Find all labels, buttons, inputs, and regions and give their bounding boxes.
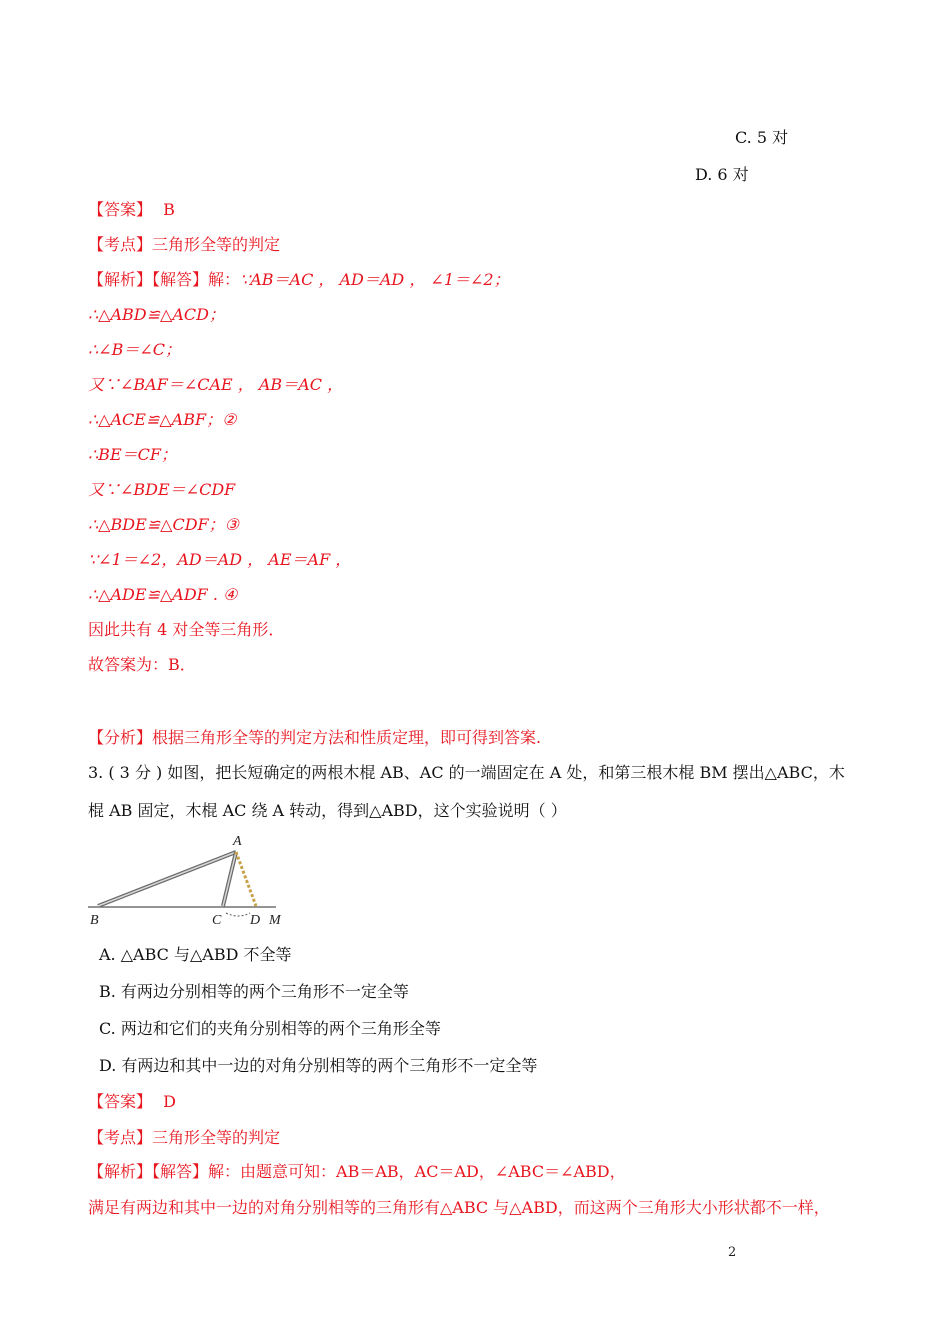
kaodian3-line	[88, 1127, 280, 1149]
answer-line	[88, 199, 175, 221]
answer3-value: D	[163, 1092, 176, 1111]
option-a: A. △ABC 与△ABD 不全等	[99, 945, 292, 964]
answer3-line	[88, 1091, 176, 1113]
step-4: ∴△ACE≌△ABF；②	[88, 410, 237, 429]
label-d: D	[250, 913, 261, 928]
option-b: B. 有两边分别相等的两个三角形不一定全等	[99, 982, 409, 1001]
fenxi-line	[88, 727, 541, 749]
step-9: ∴△ADE≌△ADF . ④	[88, 585, 238, 604]
kaodian3-tag: 【考点】	[88, 1128, 153, 1147]
jiexi3-last-line: 满足有两边和其中一边的对角分别相等的三角形有△ABC 与△ABD，而这两个三角形大小形状都不一样，	[88, 1198, 830, 1217]
option-d: D. 有两边和其中一边的对角分别相等的两个三角形不一定全等	[99, 1056, 538, 1075]
jiexi3-tag: 【解析】【解答】解：	[88, 1162, 241, 1181]
step-6: 又∵∠BDE＝∠CDF	[88, 480, 236, 499]
kaodian-tag: 【考点】	[88, 235, 153, 254]
answer-value: B	[163, 200, 175, 219]
stick-ad	[236, 852, 256, 906]
fenxi-tag: 【分析】	[88, 728, 153, 747]
step-5: ∴BE＝CF；	[88, 445, 177, 464]
label-c: C	[212, 913, 222, 928]
answer3-tag: 【答案】	[88, 1092, 153, 1111]
step-1: ∴△ABD≌△ACD；	[88, 305, 225, 324]
step-2: ∴∠B＝∠C；	[88, 340, 181, 359]
question3-line1: 3. ( 3 分 ) 如图，把长短确定的两根木棍 AB、AC 的一端固定在 A 处，和第三根木棍 BM 摆出△ABC，木	[88, 763, 845, 782]
jiexi-text: ∵AB＝AC ， AD＝AD ， ∠1＝∠2；	[240, 270, 510, 289]
option-d-prev: D. 6 对	[695, 165, 749, 184]
step-11: 故答案为：B．	[88, 655, 196, 674]
answer-tag: 【答案】	[88, 200, 153, 219]
kaodian-line	[88, 234, 280, 256]
jiexi3-text: 由题意可知：AB＝AB，AC＝AD，∠ABC＝∠ABD，	[240, 1162, 626, 1181]
question3-line2: 棍 AB 固定，木棍 AC 绕 A 转动，得到△ABD，这个实验说明（ ）	[88, 801, 567, 820]
label-b: B	[90, 913, 99, 928]
fenxi-text: 根据三角形全等的判定方法和性质定理，即可得到答案.	[152, 728, 542, 747]
jiexi3-line	[88, 1161, 626, 1183]
option-c: C. 两边和它们的夹角分别相等的两个三角形全等	[99, 1019, 441, 1038]
label-m: M	[269, 913, 281, 928]
option-c-prev: C. 5 对	[735, 128, 789, 147]
jiexi-tag: 【解析】【解答】解：	[88, 270, 241, 289]
rotation-arc	[226, 913, 250, 916]
step-3: 又∵∠BAF＝∠CAE ， AB＝AC ，	[88, 375, 344, 394]
step-10: 因此共有 4 对全等三角形．	[88, 620, 285, 639]
triangle-figure	[88, 833, 298, 928]
kaodian-text: 三角形全等的判定	[152, 235, 281, 254]
step-7: ∴△BDE≌△CDF；③	[88, 515, 239, 534]
page-number: 2	[728, 1245, 737, 1260]
label-a: A	[233, 834, 242, 849]
jiexi-line	[88, 269, 510, 291]
step-8: ∵∠1＝∠2，AD＝AD ， AE＝AF ，	[88, 550, 352, 569]
kaodian3-text: 三角形全等的判定	[152, 1128, 281, 1147]
